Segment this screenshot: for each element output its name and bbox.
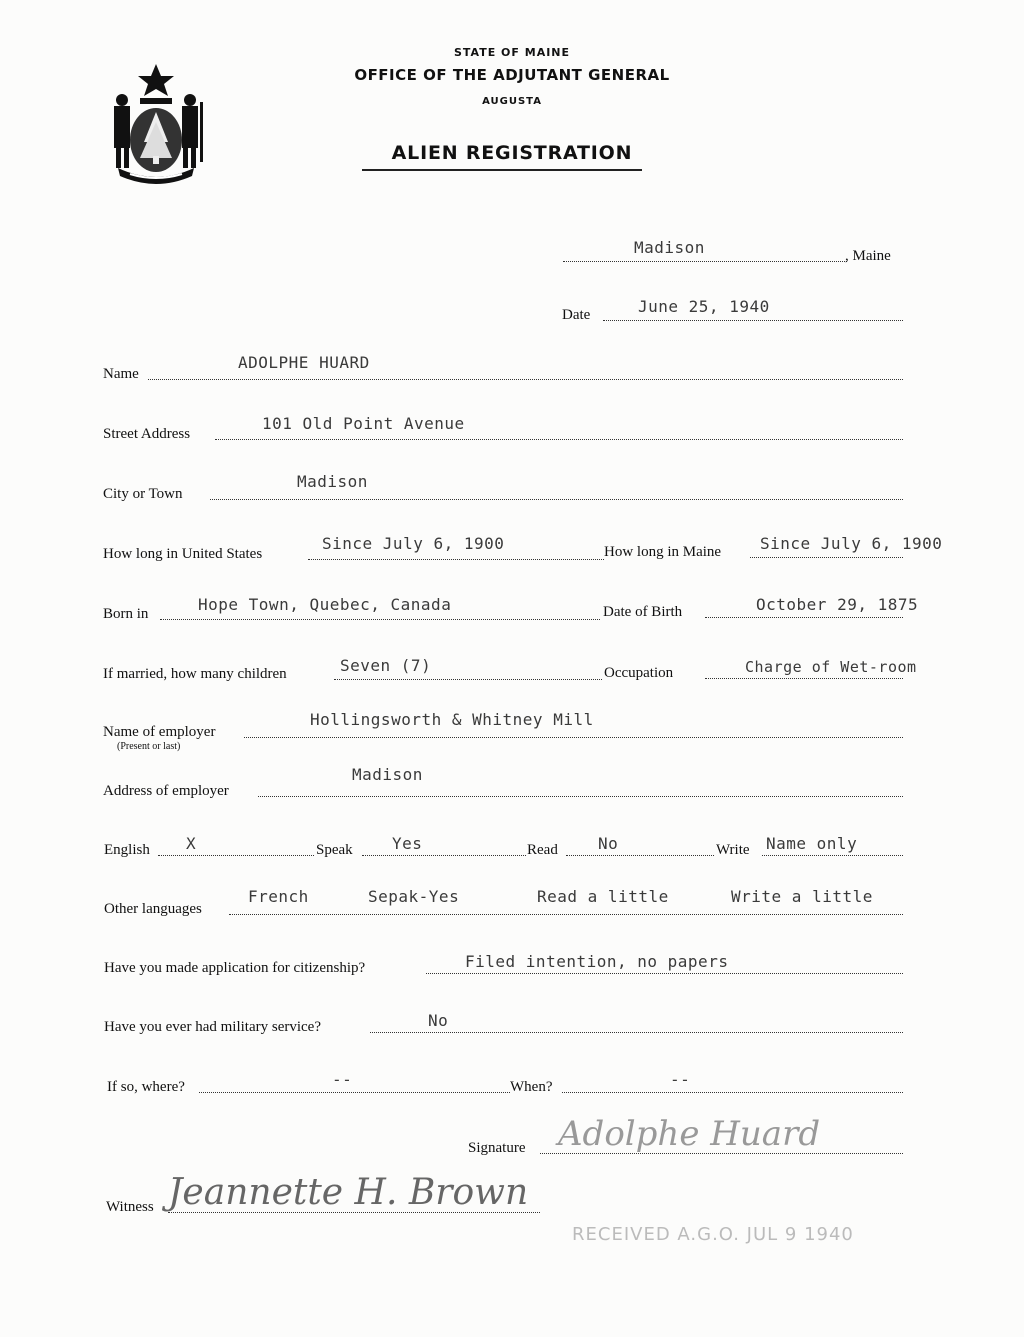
dob-value: October 29, 1875 [756, 595, 919, 614]
when-value: -- [670, 1070, 691, 1089]
other-languages-value: French [248, 887, 309, 906]
military-line [370, 1032, 903, 1033]
us-duration-label: How long in United States [103, 546, 263, 562]
occupation-label: Occupation [604, 665, 674, 681]
street-label: Street Address [103, 426, 191, 442]
speak-line [362, 855, 526, 856]
date-line [603, 320, 903, 321]
dob-label: Date of Birth [603, 604, 683, 620]
when-label: When? [510, 1079, 553, 1095]
where-label: If so, where? [107, 1079, 185, 1095]
name-line [148, 379, 903, 380]
employer-line [244, 737, 903, 738]
other-languages-read: Read a little [537, 887, 669, 906]
maine-duration-value: Since July 6, 1900 [760, 534, 943, 553]
town-value: Madison [634, 238, 705, 257]
us-duration-value: Since July 6, 1900 [322, 534, 505, 553]
other-languages-line [229, 914, 903, 915]
military-label: Have you ever had military service? [104, 1019, 321, 1035]
street-line [215, 439, 903, 440]
other-languages-write: Write a little [731, 887, 873, 906]
english-value: X [186, 834, 197, 853]
born-in-value: Hope Town, Quebec, Canada [198, 595, 452, 614]
read-label: Read [527, 842, 558, 858]
signature-value: Adolphe Huard [558, 1114, 821, 1154]
other-languages-label: Other languages [104, 901, 202, 917]
town-suffix: , Maine [845, 248, 891, 264]
employer-label: Name of employer [103, 724, 216, 740]
write-label: Write [716, 842, 750, 858]
when-line [562, 1092, 903, 1093]
write-line [762, 855, 903, 856]
name-value: ADOLPHE HUARD [238, 353, 370, 372]
where-value: -- [332, 1070, 353, 1089]
city-label: City or Town [103, 486, 183, 502]
children-label: If married, how many children [103, 666, 287, 682]
employer-value: Hollingsworth & Whitney Mill [310, 710, 594, 729]
citizenship-value: Filed intention, no papers [465, 952, 729, 971]
employer-address-line [258, 796, 903, 797]
dob-line [705, 617, 903, 618]
us-duration-line [308, 559, 604, 560]
date-label: Date [562, 307, 591, 323]
speak-value: Yes [392, 834, 423, 853]
born-in-label: Born in [103, 606, 149, 622]
children-line [334, 679, 602, 680]
english-line [158, 855, 314, 856]
speak-label: Speak [316, 842, 353, 858]
form-title: ALIEN REGISTRATION [391, 142, 633, 164]
maine-duration-line [750, 557, 903, 558]
city-value: Madison [297, 472, 368, 491]
citizenship-line [426, 973, 903, 974]
employer-sublabel: (Present or last) [117, 741, 181, 752]
city-line [210, 499, 903, 500]
other-languages-speak: Sepak-Yes [368, 887, 460, 906]
street-value: 101 Old Point Avenue [262, 414, 465, 433]
town-line [563, 261, 847, 262]
employer-address-value: Madison [352, 765, 423, 784]
date-value: June 25, 1940 [638, 297, 770, 316]
name-label: Name [103, 366, 139, 382]
employer-address-label: Address of employer [103, 783, 229, 799]
occupation-value: Charge of Wet-room [745, 658, 917, 676]
occupation-line [705, 678, 903, 679]
witness-value: Jeannette H. Brown [168, 1172, 529, 1213]
witness-label: Witness [106, 1199, 154, 1215]
english-label: English [104, 842, 150, 858]
born-in-line [160, 619, 600, 620]
city-heading: AUGUSTA [482, 96, 542, 107]
state-heading: STATE OF MAINE [453, 46, 571, 59]
title-underline [362, 169, 642, 171]
children-value: Seven (7) [340, 656, 432, 675]
write-value: Name only [766, 834, 858, 853]
military-value: No [428, 1011, 449, 1030]
signature-label: Signature [468, 1140, 526, 1156]
maine-duration-label: How long in Maine [604, 544, 722, 560]
read-line [566, 855, 714, 856]
citizenship-label: Have you made application for citizenship? [104, 960, 366, 976]
office-heading: OFFICE OF THE ADJUTANT GENERAL [354, 66, 670, 84]
where-line [199, 1092, 510, 1093]
read-value: No [598, 834, 619, 853]
received-stamp: RECEIVED A.G.O. JUL 9 1940 [572, 1224, 854, 1245]
